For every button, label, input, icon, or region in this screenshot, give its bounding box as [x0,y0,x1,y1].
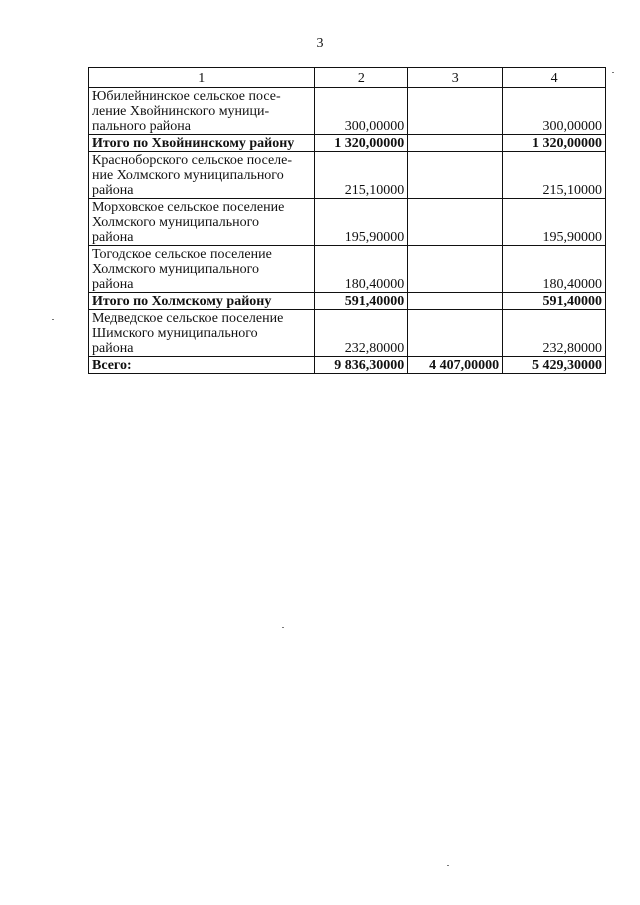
row-name-cell: Юбилейнинское сельское посе- ление Хвойнинского муници- пального района [89,88,315,135]
row-col2-cell: 232,80000 [315,310,408,357]
row-col2-cell: 591,40000 [315,293,408,310]
table-row [89,152,606,199]
table-row [89,199,606,246]
row-col2-cell: 300,00000 [315,88,408,135]
table-row [89,88,606,135]
row-name-cell: Итого по Хвойнинскому району [89,135,315,152]
header-col-3: 3 [408,68,503,88]
row-name-cell: Медведское сельское поселение Шимского муниципального района [89,310,315,357]
scan-speck [612,72,614,73]
row-col3-cell [408,310,503,357]
table-row [89,293,606,310]
row-col2-cell: 180,40000 [315,246,408,293]
row-col4-cell: 300,00000 [503,88,606,135]
allocation-table [88,67,606,374]
row-col3-cell: 4 407,00000 [408,357,503,374]
row-col3-cell [408,293,503,310]
scan-speck [447,865,449,866]
header-col-4: 4 [503,68,606,88]
row-name-cell: Тогодское сельское поселение Холмского муниципального района [89,246,315,293]
row-name-cell: Красноборского сельское поселе- ние Холмского муниципального района [89,152,315,199]
header-col-1: 1 [89,68,315,88]
row-col2-cell: 1 320,00000 [315,135,408,152]
row-col4-cell: 215,10000 [503,152,606,199]
row-col2-cell: 9 836,30000 [315,357,408,374]
row-name-cell: Всего: [89,357,315,374]
scan-speck [52,319,54,320]
row-col4-cell: 180,40000 [503,246,606,293]
table-header-row [89,68,606,88]
row-col2-cell: 215,10000 [315,152,408,199]
table-row [89,310,606,357]
row-col3-cell [408,88,503,135]
row-col3-cell [408,246,503,293]
row-col4-cell: 1 320,00000 [503,135,606,152]
row-col4-cell: 232,80000 [503,310,606,357]
row-name-cell: Итого по Холмскому району [89,293,315,310]
table-row [89,246,606,293]
table-row [89,357,606,374]
row-col3-cell [408,135,503,152]
row-name-cell: Морховское сельское поселение Холмского муниципального района [89,199,315,246]
table-row [89,135,606,152]
row-col3-cell [408,152,503,199]
row-col4-cell: 591,40000 [503,293,606,310]
header-col-2: 2 [315,68,408,88]
scan-speck [282,627,284,628]
row-col4-cell: 195,90000 [503,199,606,246]
table-body [89,88,606,374]
row-col3-cell [408,199,503,246]
row-col4-cell: 5 429,30000 [503,357,606,374]
row-col2-cell: 195,90000 [315,199,408,246]
page-number: 3 [316,36,324,51]
